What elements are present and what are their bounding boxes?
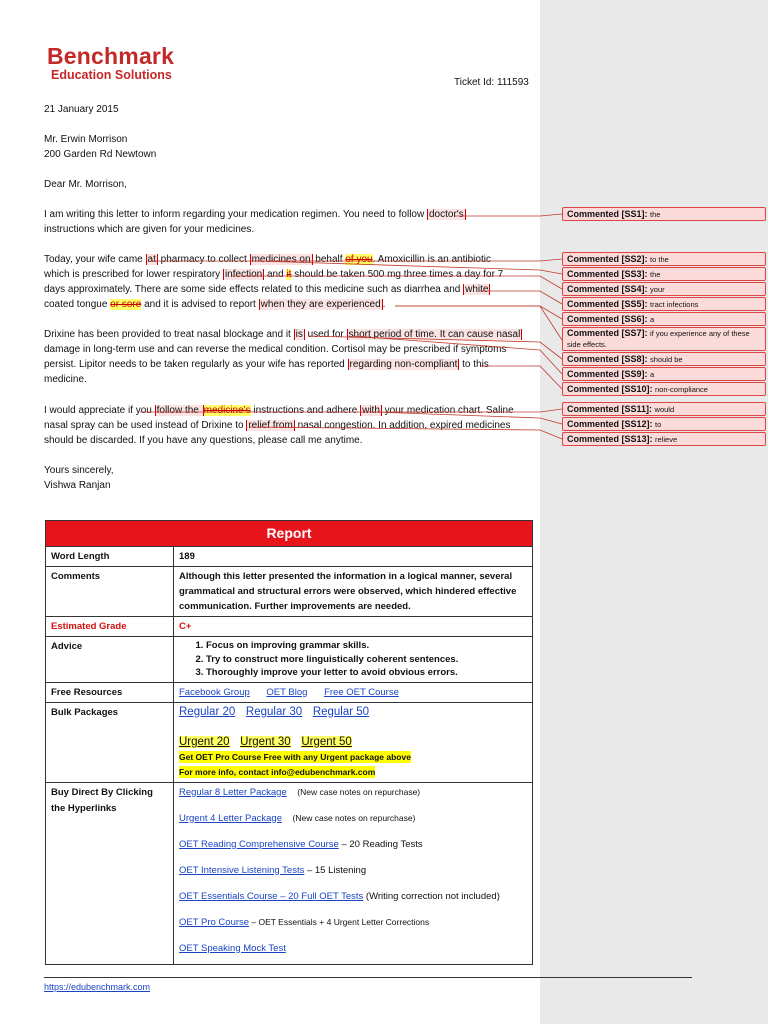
text-run: nasal spray can be used instead of Drixine to [44, 420, 247, 431]
comment-ss12[interactable] [562, 417, 766, 431]
paragraph-3-line-4: medicine. [44, 374, 87, 385]
facebook-group-link[interactable]: Facebook Group [179, 686, 250, 698]
paragraph-4-line-1 [44, 403, 514, 418]
report-title: Report [46, 521, 533, 547]
text-run: I would appreciate if you [44, 405, 155, 416]
comment-id: Commented [SS3]: [567, 269, 648, 279]
paragraph-3-line-1 [44, 327, 522, 342]
advice-list-cell [174, 637, 533, 683]
signature-name: Vishwa Ranjan [44, 480, 111, 491]
deleted-text[interactable]: or sore [110, 299, 142, 310]
bulk-packages-label: Bulk Packages [46, 702, 174, 782]
text-run: which is prescribed for lower respiratory [44, 269, 223, 280]
comment-text: a [650, 370, 655, 379]
promo-text: Get OET Pro Course Free with any Urgent package above [179, 751, 411, 762]
comment-ss3[interactable] [562, 267, 766, 281]
speaking-mock-test-link[interactable]: OET Speaking Mock Test [179, 942, 286, 954]
text-run: should be taken 500 mg three times a day for 7 [291, 269, 504, 280]
comment-text: tract infections [650, 300, 699, 309]
advice-item: 1. Focus on improving grammar skills. [206, 639, 527, 653]
commented-text[interactable]: infection [224, 269, 263, 280]
buy-note: – 15 Listening [304, 864, 367, 876]
advice-label: Advice [46, 637, 174, 683]
regular-50-link[interactable]: Regular 50 [312, 705, 370, 718]
text-run: to this [459, 359, 489, 370]
paragraph-1-line-2: instructions which are given for your medicines. [44, 224, 255, 235]
text-run: Today, your wife came [44, 254, 146, 265]
reading-course-link[interactable]: OET Reading Comprehensive Course [179, 838, 339, 850]
letter-date: 21 January 2015 [44, 104, 119, 115]
address-line-1: Mr. Erwin Morrison [44, 134, 128, 145]
logo-sub-text: Education Solutions [51, 68, 172, 82]
comments-label: Comments [46, 567, 174, 617]
promo-contact: For more info, contact info@edubenchmark.com [179, 766, 376, 777]
comment-text: non-compliance [655, 385, 708, 394]
commented-text[interactable]: medicines on [251, 254, 311, 265]
text-run: Drixine has been provided to treat nasal blockage and it [44, 329, 294, 340]
regular-8-letter-link[interactable]: Regular 8 Letter Package [179, 786, 287, 798]
logo-main-text: Benchmark [47, 43, 175, 69]
urgent-50-link[interactable]: Urgent 50 [301, 735, 352, 748]
buy-note: (New case notes on repurchase) [292, 812, 416, 823]
oet-blog-link[interactable]: OET Blog [266, 686, 308, 698]
regular-30-link[interactable]: Regular 30 [245, 705, 303, 718]
buy-note: – 20 Reading Tests [338, 838, 423, 850]
deleted-text[interactable]: it [286, 269, 292, 280]
text-run: and [264, 269, 287, 280]
text-run: persist. Lipitor needs to be taken regularly as your wife has reported [44, 359, 348, 370]
comment-margin-pane [540, 0, 768, 1024]
comment-ss2[interactable] [562, 252, 766, 266]
comment-ss1[interactable] [562, 207, 766, 221]
advice-item: 2. Try to construct more linguistically coherent sentences. [206, 653, 527, 667]
footer-website-link[interactable]: https://edubenchmark.com [44, 982, 151, 992]
comment-id: Commented [SS13]: [567, 434, 653, 444]
buy-note: – OET Essentials + 4 Urgent Letter Corrections [249, 916, 430, 927]
commented-text[interactable]: at [147, 254, 156, 265]
comment-text: to [655, 420, 662, 429]
pro-course-link[interactable]: OET Pro Course [179, 916, 250, 928]
comment-text: to the [650, 255, 669, 264]
comment-ss5[interactable] [562, 297, 766, 311]
commented-text[interactable]: doctor's [428, 209, 464, 220]
buy-note: (Writing correction not included) [363, 890, 500, 902]
report-table [45, 520, 533, 965]
comment-ss11[interactable] [562, 402, 766, 416]
table-row [46, 682, 533, 702]
comment-ss13[interactable] [562, 432, 766, 446]
urgent-4-letter-link[interactable]: Urgent 4 Letter Package [179, 812, 282, 824]
listening-tests-link[interactable]: OET Intensive Listening Tests [179, 864, 305, 876]
salutation: Dear Mr. Morrison, [44, 179, 127, 190]
comment-text: the [650, 270, 661, 279]
grade-label: Estimated Grade [46, 617, 174, 637]
paragraph-2-line-3 [44, 282, 490, 297]
commented-text[interactable]: when they are experienced [260, 299, 381, 310]
comment-text: a [650, 315, 655, 324]
text-run: pharmacy to collect [157, 254, 250, 265]
comment-id: Commented [SS12]: [567, 419, 653, 429]
text-run: I am writing this letter to inform regarding your medication regimen. You need to follow [44, 209, 427, 220]
comments-value: Although this letter presented the information in a logical manner, several grammatical and structural errors were observed, which hindered effective communication. Further improvements are needed. [174, 567, 533, 617]
comment-ss7[interactable] [562, 327, 766, 351]
closing-line: Yours sincerely, [44, 465, 114, 476]
bulk-packages-cell [174, 702, 533, 782]
ticket-id: Ticket Id: 111593 [454, 77, 529, 88]
paragraph-2-line-4 [44, 297, 385, 312]
paragraph-3-line-2: damage in long-term use and can reverse the medical condition. Cortisol may be prescribed if symptoms [44, 344, 507, 355]
comment-id: Commented [SS6]: [567, 314, 648, 324]
commented-text[interactable]: is [295, 329, 303, 340]
comment-text: would [654, 405, 675, 414]
paragraph-4-line-3: should be discarded. If you have any questions, please call me anytime. [44, 435, 363, 446]
text-run: days approximately. There are some side effects related to this medicine such as diarrhea and [44, 284, 464, 295]
commented-text[interactable]: regarding non-compliant [349, 359, 458, 370]
commented-text[interactable]: relief from [248, 420, 293, 431]
essentials-course-link[interactable]: OET Essentials Course – 20 Full OET Tests [179, 890, 364, 902]
word-length-value: 189 [174, 547, 533, 567]
comment-ss8[interactable] [562, 352, 766, 366]
text-run: used for [304, 329, 347, 340]
comment-id: Commented [SS4]: [567, 284, 648, 294]
comment-ss6[interactable] [562, 312, 766, 326]
comment-id: Commented [SS8]: [567, 354, 648, 364]
benchmark-logo [47, 44, 174, 82]
comment-ss10[interactable] [562, 382, 766, 396]
comment-id: Commented [SS9]: [567, 369, 648, 379]
paragraph-4-line-2 [44, 418, 511, 433]
footer-divider [44, 977, 692, 978]
comment-text: if you experience any of these side effects. [567, 329, 750, 349]
text-run: nasal congestion. In addition, expired medicines [294, 420, 511, 431]
regular-20-link[interactable]: Regular 20 [179, 705, 236, 718]
deleted-text[interactable]: of you [345, 254, 373, 265]
word-length-label: Word Length [46, 547, 174, 567]
comment-text: your [650, 285, 665, 294]
text-run: instructions and adhere [250, 405, 361, 416]
comment-id: Commented [SS7]: [567, 328, 648, 338]
text-run: coated tongue [44, 299, 111, 310]
text-run: . [382, 299, 386, 310]
text-run: . Amoxicillin is an antibiotic [372, 254, 491, 265]
table-row [46, 702, 533, 782]
table-row [46, 547, 533, 567]
free-resources-cell [174, 682, 533, 702]
commented-text[interactable]: short period of time. It can cause nasal [348, 329, 521, 340]
paragraph-3-line-3 [44, 357, 489, 372]
comment-ss4[interactable] [562, 282, 766, 296]
comment-id: Commented [SS5]: [567, 299, 648, 309]
table-row [46, 637, 533, 683]
text-run: your medication chart. Saline [381, 405, 514, 416]
urgent-20-link[interactable]: Urgent 20 [179, 735, 230, 748]
text-run: and it is advised to report [141, 299, 259, 310]
address-line-2: 200 Garden Rd Newtown [44, 149, 157, 160]
buy-direct-label: Buy Direct By Clicking the Hyperlinks [46, 782, 174, 964]
paragraph-2-line-1 [44, 252, 491, 267]
table-row [46, 617, 533, 637]
comment-id: Commented [SS1]: [567, 209, 648, 219]
comment-text: the [650, 210, 661, 219]
urgent-30-link[interactable]: Urgent 30 [240, 735, 291, 748]
advice-list [198, 639, 527, 680]
table-row [46, 567, 533, 617]
deleted-text[interactable]: medicine's [203, 405, 251, 416]
free-resources-label: Free Resources [46, 682, 174, 702]
comment-text: relieve [655, 435, 678, 444]
commented-text[interactable]: with [362, 405, 380, 416]
comment-text: should be [650, 355, 683, 364]
comment-ss9[interactable] [562, 367, 766, 381]
paragraph-2-line-2 [44, 267, 503, 282]
text-run: behalf [312, 254, 346, 265]
advice-item: 3. Thoroughly improve your letter to avoid obvious errors. [206, 666, 527, 680]
comment-id: Commented [SS11]: [567, 404, 653, 414]
commented-text[interactable]: follow the [156, 405, 202, 416]
grade-value: C+ [174, 617, 533, 637]
commented-text[interactable]: white [465, 284, 489, 295]
table-row [46, 782, 533, 964]
paragraph-1-line-1 [44, 207, 466, 222]
comment-id: Commented [SS2]: [567, 254, 648, 264]
free-oet-course-link[interactable]: Free OET Course [324, 686, 399, 698]
buy-direct-cell [174, 782, 533, 964]
comment-id: Commented [SS10]: [567, 384, 653, 394]
buy-note: (New case notes on repurchase) [297, 786, 421, 797]
